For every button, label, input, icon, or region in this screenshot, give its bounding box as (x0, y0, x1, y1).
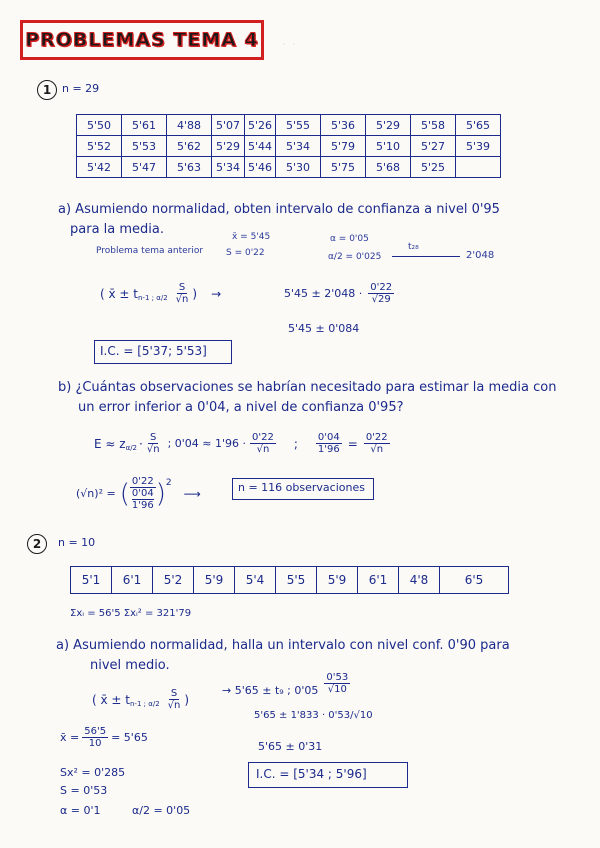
p1-formula-sub: n-1 ; α/2 (138, 293, 168, 302)
p1-s: S = 0'22 (226, 248, 265, 258)
p1-table-cell: 5'29 (212, 136, 245, 157)
p2-xbar-den: 10 (88, 738, 102, 749)
p1-table-cell: 5'10 (366, 136, 411, 157)
p1-table-cell: 5'26 (245, 115, 276, 136)
p2-s: S = 0'53 (60, 784, 108, 797)
bleed-text: ⁠ ⁠· ⁠ ⁠ · ⁠ ⁠ (280, 40, 301, 49)
p1-table-cell: 5'30 (276, 157, 321, 178)
p2-table-cell: 5'5 (276, 567, 317, 594)
p1-eq-b4-left: (√n)² = (76, 487, 116, 500)
p1-eq-b4: (√n)² = ( $\frac{0'22}{\frac{0'04}{1'96}}$ ) 2 ⟶ (76, 476, 201, 511)
p1-calc1-den: √29 (371, 294, 391, 305)
p1-table-cell: 5'68 (366, 157, 411, 178)
p1-alpha: α = 0'05 (330, 234, 369, 244)
p1-alpha-half: α/2 = 0'025 (328, 252, 382, 262)
p1-table-cell: 5'36 (321, 115, 366, 136)
p2-calc1: → 5'65 ± t₉ ; 0'05 (222, 684, 319, 697)
p1-eq-b4-den-den: 1'96 (131, 500, 154, 511)
page-title: PROBLEMAS TEMA 4 (25, 29, 259, 51)
p2-calc1-den: √10 (327, 684, 347, 695)
p1-table-cell: 5'29 (366, 115, 411, 136)
p2-calc-1 (222, 672, 350, 697)
p1-data-table (76, 114, 501, 178)
p2-calc-2: 5'65 ± 1'833 · 0'53/√10 (254, 710, 373, 721)
p1-eq-b3-den2: √n (370, 444, 384, 455)
p1-table-cell: 5'25 (411, 157, 456, 178)
p2-xbar-right: = 5'65 (111, 731, 148, 744)
p1-formula-rootn: √n (175, 294, 189, 305)
p1-eq-b2-num: 0'22 (252, 432, 274, 443)
p2-xbar-left: x̄ = (60, 731, 80, 744)
p2-question-a-2: nivel medio. (90, 658, 170, 673)
p1-eq-b3-den1: 1'96 (317, 444, 340, 455)
p1-eq-b2-den: √n (256, 444, 270, 455)
p1-ic: I.C. = [5'37; 5'53] (100, 344, 207, 358)
p1-table-row (77, 136, 501, 157)
p2-formula-left: ( x̄ ± t (92, 692, 130, 707)
p1-question-b-2: un error inferior a 0'04, a nivel de confianza 0'95? (78, 400, 404, 415)
p1-eq-b4-num: 0'22 (131, 476, 154, 487)
p1-formula-arrow: → (211, 286, 222, 301)
p1-eq-b3-num2: 0'22 (365, 432, 388, 443)
p1-table-cell: 5'63 (167, 157, 212, 178)
p1-table-cell: 5'46 (245, 157, 276, 178)
p2-ic: I.C. = [5'34 ; 5'96] (256, 767, 367, 781)
p2-table-cell: 5'1 (71, 567, 112, 594)
p2-formula-sub: n-1 ; α/2 (130, 699, 160, 708)
p1-question-a: a) Asumiendo normalidad, obten intervalo de confianza a nivel 0'95 (58, 202, 500, 217)
p1-question-a-2: para la media. (70, 222, 164, 237)
p1-eq-b: E ≈ z α/2 · $\frac{S}{√n}$ ; 0'04 ≈ 1'96 · $\frac{0'22}{√n}$ ; $\frac{0'04}{1'96}$ = $\frac{0'22}{√n}$ (94, 432, 388, 455)
p2-alpha: α = 0'1 (60, 804, 101, 817)
p1-table-cell: 5'61 (122, 115, 167, 136)
p1-table-cell: 5'55 (276, 115, 321, 136)
p1-calc1-num: 0'22 (370, 282, 393, 293)
problem-2-number: 2 (27, 534, 47, 554)
p1-table-cell: 5'27 (411, 136, 456, 157)
title-box (20, 20, 264, 60)
p2-formula-rootn: √n (167, 700, 181, 711)
p1-table-cell: 5'34 (212, 157, 245, 178)
p1-n-label: n = 29 (62, 82, 100, 95)
p1-prev-note: Problema tema anterior (96, 246, 204, 256)
p1-formula-left: ( x̄ ± t (100, 286, 138, 301)
p1-table-cell: 5'58 (411, 115, 456, 136)
p2-formula: ( x̄ ± t n-1 ; α/2 $\frac{S}{√n}$ ) (92, 688, 190, 711)
p2-table-cell: 5'9 (194, 567, 235, 594)
p1-table-cell: 5'75 (321, 157, 366, 178)
p1-table-row (77, 115, 501, 136)
p1-table-cell: 5'79 (321, 136, 366, 157)
p1-table-cell: 5'65 (456, 115, 501, 136)
p1-table-cell: 5'44 (245, 136, 276, 157)
p2-table-cell: 6'5 (440, 567, 509, 594)
p2-table-cell: 5'9 (317, 567, 358, 594)
p1-calc1-left: 5'45 ± 2'048 · (284, 287, 363, 300)
p2-alpha-half: α/2 = 0'05 (132, 804, 191, 817)
p1-table-cell: 5'34 (276, 136, 321, 157)
p1-question-b: b) ¿Cuántas observaciones se habrían necesitado para estimar la media con (58, 380, 557, 395)
p2-table-cell: 4'8 (399, 567, 440, 594)
p1-table-cell: 5'42 (77, 157, 122, 178)
p1-table-cell (456, 157, 501, 178)
p1-table-cell: 5'50 (77, 115, 122, 136)
p1-formula-s: S (178, 282, 186, 293)
p1-formula-a: ( x̄ ± t n-1 ; α/2 $\frac{S}{√n}$ ) → (100, 282, 222, 305)
p1-eq-b1-den: √n (146, 444, 160, 455)
p2-calc-3: 5'65 ± 0'31 (258, 740, 323, 753)
p1-eq-b3-num1: 0'04 (317, 432, 340, 443)
p2-calc1-num: 0'53 (326, 672, 349, 683)
p1-t-val: 2'048 (466, 250, 495, 261)
p2-sums: Σxᵢ = 56'5 Σxᵢ² = 321'79 (70, 608, 192, 619)
p1-eq-b4-den-num: 0'04 (131, 488, 154, 499)
p2-table-row (71, 567, 509, 594)
p1-table-cell: 5'07 (212, 115, 245, 136)
problem-1-number: 1 (37, 80, 57, 100)
p1-table-cell: 4'88 (167, 115, 212, 136)
p2-question-a: a) Asumiendo normalidad, halla un intervalo con nivel conf. 0'90 para (56, 638, 510, 653)
p1-eq-b1: E ≈ z (94, 436, 126, 451)
p1-table-cell: 5'62 (167, 136, 212, 157)
p1-eq-b1-num: S (150, 432, 157, 443)
p1-calc-1 (284, 282, 394, 305)
p1-table-row (77, 157, 501, 178)
p1-n-result: n = 116 observaciones (238, 481, 365, 494)
p2-formula-s: S (170, 688, 178, 699)
p2-xbar-num: 56'5 (84, 726, 107, 737)
p2-n-label: n = 10 (58, 536, 96, 549)
p1-table-cell: 5'39 (456, 136, 501, 157)
p1-t-sub: t₂₈ (408, 242, 419, 252)
p2-sx2: Sx² = 0'285 (60, 766, 126, 779)
p2-table-cell: 6'1 (358, 567, 399, 594)
p2-table-cell: 5'4 (235, 567, 276, 594)
p1-t-arrow (392, 256, 460, 257)
p2-xbar (60, 726, 148, 749)
p1-calc-2: 5'45 ± 0'084 (288, 322, 360, 335)
p1-table-cell: 5'52 (77, 136, 122, 157)
p1-eq-b2: ; 0'04 ≈ 1'96 · (167, 437, 247, 450)
p1-eq-b1-sub: α/2 (125, 443, 138, 452)
p1-table-cell: 5'47 (122, 157, 167, 178)
p2-data-table (70, 566, 509, 594)
p2-table-cell: 5'2 (153, 567, 194, 594)
p1-xbar: x̄ = 5'45 (232, 232, 271, 242)
p1-eq-b4-exp: 2 (165, 477, 172, 488)
p1-table-cell: 5'53 (122, 136, 167, 157)
p2-table-cell: 6'1 (112, 567, 153, 594)
